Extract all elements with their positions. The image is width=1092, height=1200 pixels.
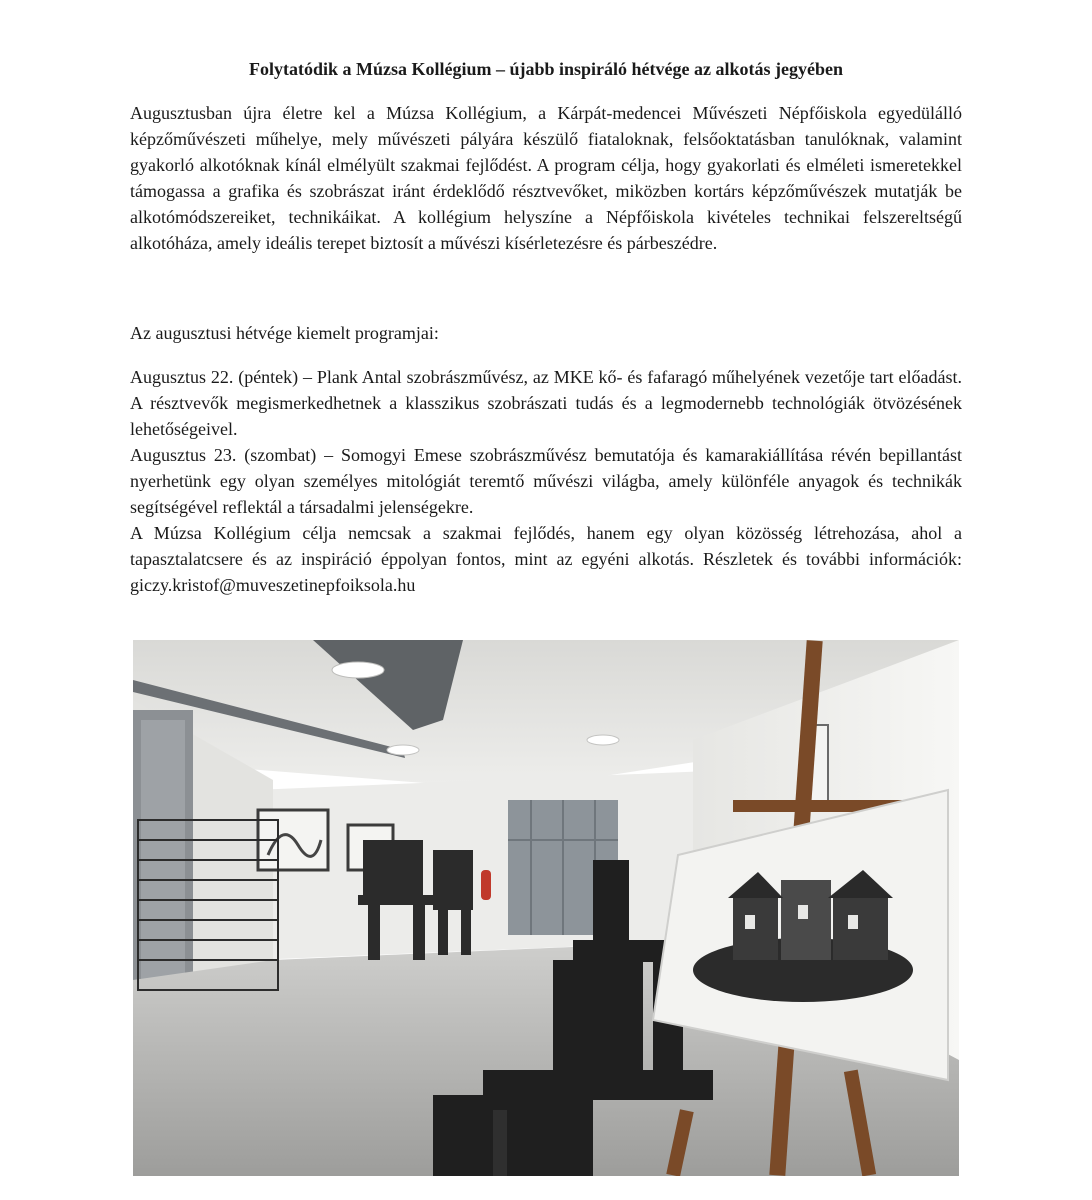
program-heading: Az augusztusi hétvége kiemelt programjai: (130, 323, 439, 343)
program-aug23: Augusztus 23. (szombat) – Somogyi Emese szobrászművész bemutatója és kamarakiállítása révén bepillantást nyerhetünk egy olyan személyes mitológiát teremtő művészi világba, amely különféle anyagok és technikák segítségével reflektál a társadalmi jelenségekre. (130, 445, 962, 517)
intro-paragraph: Augusztusban újra életre kel a Múzsa Kollégium, a Kárpát-medencei Művészeti Népfőiskola egyedülálló képzőművészeti műhelye, mely művészeti pályára készülő fiataloknak, felsőoktatásban tanulóknak, valamint gyakorló alkotóknak kínál elmélyült szakmai fejlődést. A program célja, hogy gyakorlati és elméleti ismeretekkel támogassa a grafika és szobrászat iránt érdeklődő résztvevőket, miközben kortárs képzőművészek mutatják be alkotómódszereiket, technikáikat. A kollégium helyszíne a Népfőiskola kivételes technikai felszereltségű alkotóháza, amely ideális terepet biztosít a művészi kísérletezésre és párbeszédre. (130, 103, 962, 253)
page-title: Folytatódik a Múzsa Kollégium – újabb inspiráló hétvége az alkotás jegyében (249, 59, 843, 79)
program-aug22: Augusztus 22. (péntek) – Plank Antal szobrászművész, az MKE kő- és fafaragó műhelyének vezetője tart előadást. A résztvevők megismerkedhetnek a klasszikus szobrászati tudás és a legmodernebb technológiák ötvözésének lehetőségeivel. (130, 367, 962, 439)
studio-photo (133, 640, 959, 1176)
closing-paragraph: A Múzsa Kollégium célja nemcsak a szakmai fejlődés, hanem egy olyan közösség létrehozása, ahol a tapasztalatcsere és az inspiráció éppolyan fontos, mint az egyéni alkotás. Részletek és további információk: giczy.kristof@muveszetinepfoiksola.hu (130, 523, 962, 595)
